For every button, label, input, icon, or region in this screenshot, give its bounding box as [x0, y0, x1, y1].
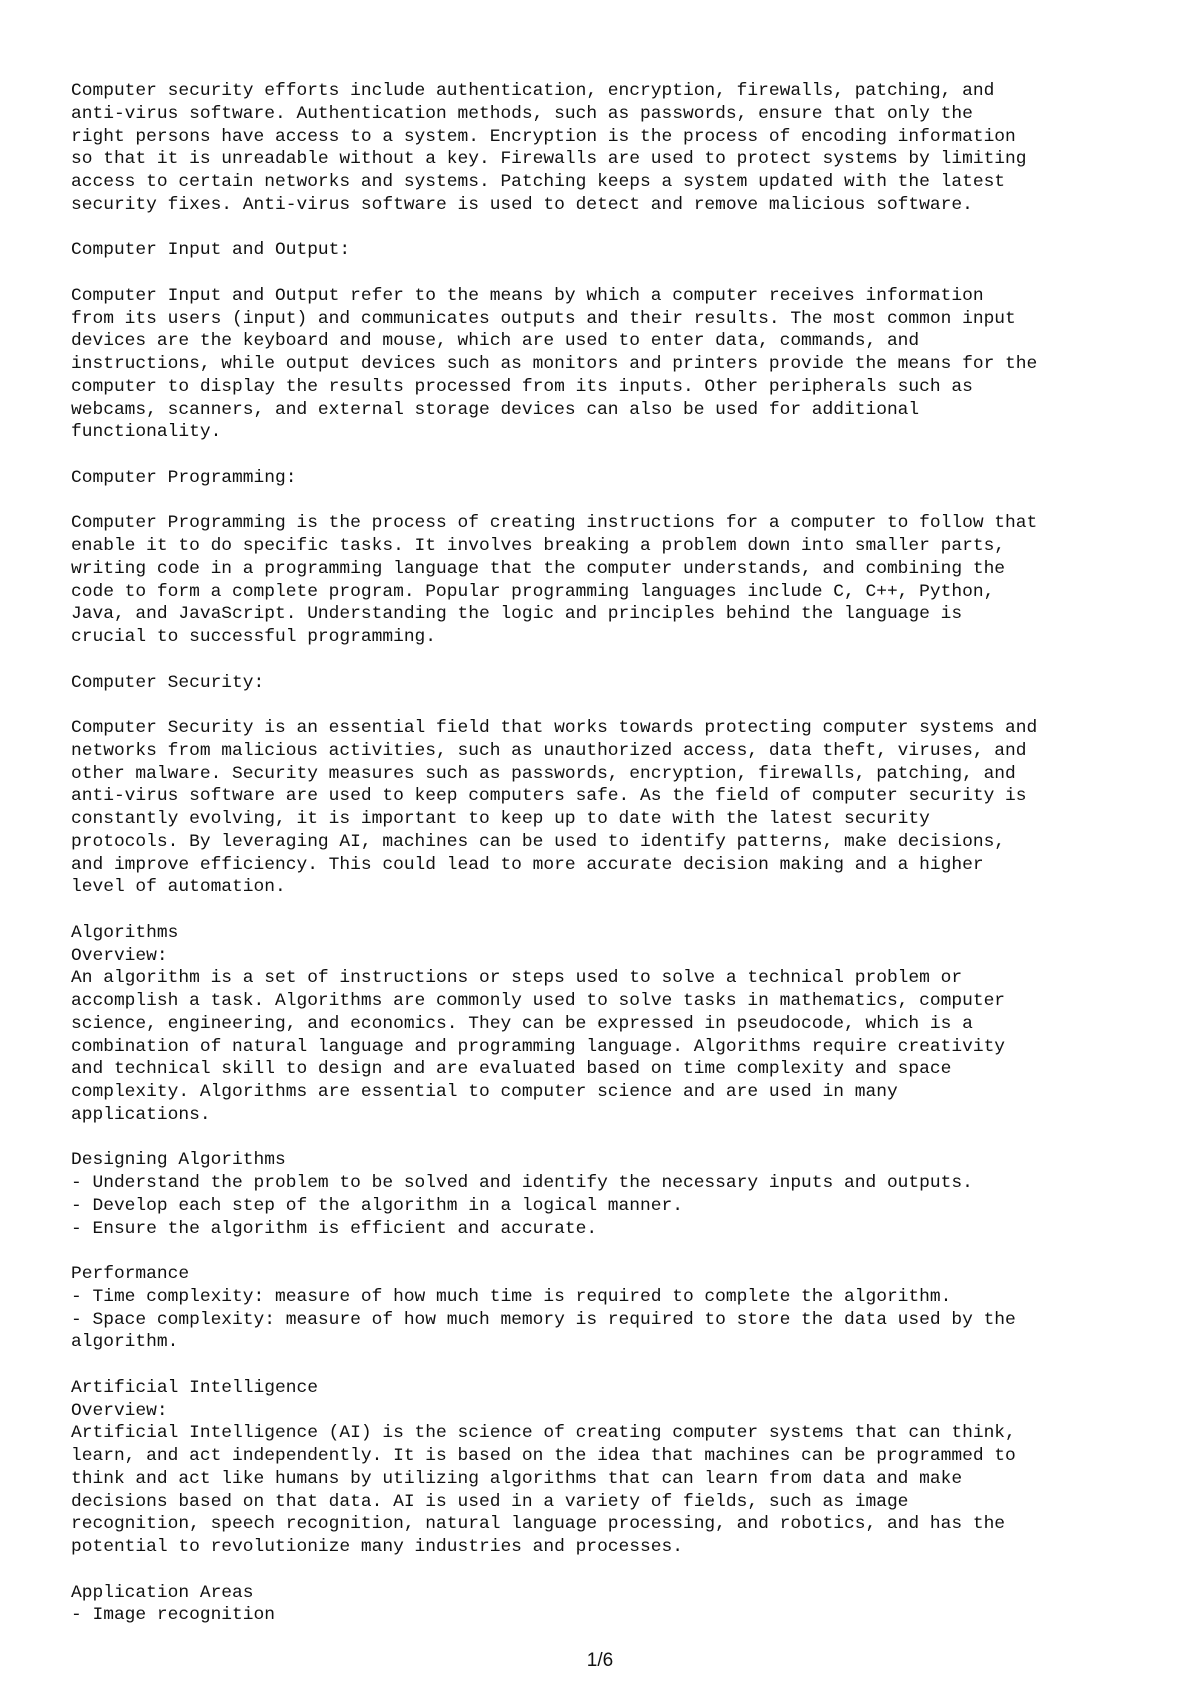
text-line: applications.	[71, 1104, 211, 1125]
text-line: accomplish a task. Algorithms are commonly used to solve tasks in mathematics, computer	[71, 991, 1006, 1011]
text-line: learn, and act independently. It is based on the idea that machines can be programmed to	[71, 1446, 1016, 1466]
text-line: - Ensure the algorithm is efficient and accurate.	[71, 1218, 598, 1239]
text-line: webcams, scanners, and external storage devices can also be used for additional	[71, 399, 920, 420]
blank-line	[71, 1354, 1171, 1377]
text-line: Artificial Intelligence (AI) is the science of creating computer systems that can think,	[71, 1423, 1016, 1444]
text-line: security fixes. Anti-virus software is used to detect and remove malicious software.	[71, 194, 973, 215]
blank-line	[71, 649, 1171, 672]
text-line: protocols. By leveraging AI, machines can be used to identify patterns, make decisions,	[71, 831, 1006, 852]
text-line: - Space complexity: measure of how much memory is required to store the data used by the	[71, 1309, 1016, 1330]
blank-line	[71, 262, 1171, 285]
blank-line	[71, 694, 1171, 717]
text-line: decisions based on that data. AI is used in a variety of fields, such as image	[71, 1491, 909, 1512]
page-number: 1/6	[586, 1650, 614, 1671]
text-line: Computer Security:	[71, 672, 265, 693]
text-line: Computer Input and Output refer to the means by which a computer receives information	[71, 285, 984, 306]
text-line: Application Areas	[71, 1582, 254, 1603]
text-line: Overview:	[71, 1400, 168, 1421]
text-line: Performance	[71, 1264, 190, 1284]
text-line: enable it to do specific tasks. It involves breaking a problem down into smaller parts,	[71, 536, 1006, 556]
text-line: Overview:	[71, 945, 168, 966]
text-line: combination of natural language and programming language. Algorithms require creativity	[71, 1036, 1006, 1057]
text-line: Computer Security is an essential field that works towards protecting computer systems and	[71, 718, 1038, 738]
text-line: Algorithms	[71, 922, 179, 943]
text-line: and improve efficiency. This could lead to more accurate decision making and a higher	[71, 854, 984, 875]
text-line: complexity. Algorithms are essential to computer science and are used in many	[71, 1082, 898, 1102]
text-line: right persons have access to a system. Encryption is the process of encoding information	[71, 126, 1016, 147]
text-line: recognition, speech recognition, natural language processing, and robotics, and has the	[71, 1514, 1006, 1535]
blank-line	[71, 1559, 1171, 1582]
blank-line	[71, 444, 1171, 467]
text-line: anti-virus software. Authentication methods, such as passwords, ensure that only the	[71, 103, 973, 124]
text-line: other malware. Security measures such as passwords, encryption, firewalls, patching, and	[71, 763, 1016, 784]
blank-line	[71, 217, 1171, 240]
text-line: so that it is unreadable without a key. Firewalls are used to protect systems by limiting	[71, 149, 1027, 170]
text-line: constantly evolving, it is important to keep up to date with the latest security	[71, 809, 930, 829]
text-line: code to form a complete program. Popular programming languages include C, C++, Python,	[71, 581, 995, 602]
blank-line	[71, 490, 1171, 513]
text-line: Computer security efforts include authentication, encryption, firewalls, patching, and	[71, 81, 995, 101]
text-line: writing code in a programming language that the computer understands, and combining the	[71, 558, 1006, 579]
text-line: and technical skill to design and are evaluated based on time complexity and space	[71, 1059, 952, 1080]
text-line: algorithm.	[71, 1332, 179, 1353]
text-line: - Develop each step of the algorithm in a logical manner.	[71, 1195, 683, 1216]
text-line: think and act like humans by utilizing algorithms that can learn from data and make	[71, 1468, 963, 1489]
text-line: An algorithm is a set of instructions or steps used to solve a technical problem or	[71, 968, 963, 989]
text-line: Designing Algorithms	[71, 1150, 286, 1171]
text-line: instructions, while output devices such as monitors and printers provide the means for the	[71, 354, 1038, 374]
text-line: - Understand the problem to be solved and identify the necessary inputs and outputs.	[71, 1173, 973, 1193]
text-line: computer to display the results processed from its inputs. Other peripherals such as	[71, 376, 973, 397]
blank-line	[71, 1240, 1171, 1263]
text-line: Computer Programming:	[71, 467, 297, 488]
text-line: networks from malicious activities, such as unauthorized access, data theft, viruses, and	[71, 740, 1027, 761]
text-line: potential to revolutionize many industries and processes.	[71, 1537, 683, 1557]
text-line: Computer Programming is the process of creating instructions for a computer to follow that	[71, 513, 1038, 534]
text-line: - Time complexity: measure of how much time is required to complete the algorithm.	[71, 1286, 952, 1307]
text-line: - Image recognition	[71, 1605, 275, 1626]
text-line: devices are the keyboard and mouse, which are used to enter data, commands, and	[71, 331, 920, 352]
text-line: anti-virus software are used to keep computers safe. As the field of computer security is	[71, 786, 1027, 807]
text-line: level of automation.	[71, 877, 286, 898]
document-body	[71, 80, 1171, 1627]
blank-line	[71, 899, 1171, 922]
text-line: crucial to successful programming.	[71, 627, 437, 647]
text-line: Java, and JavaScript. Understanding the logic and principles behind the language is	[71, 604, 963, 625]
text-line: science, engineering, and economics. They can be expressed in pseudocode, which is a	[71, 1013, 973, 1034]
blank-line	[71, 1127, 1171, 1150]
text-line: from its users (input) and communicates outputs and their results. The most common input	[71, 308, 1016, 329]
text-line: functionality.	[71, 422, 222, 443]
text-line: Artificial Intelligence	[71, 1377, 318, 1398]
text-line: Computer Input and Output:	[71, 240, 351, 261]
text-line: access to certain networks and systems. Patching keeps a system updated with the latest	[71, 172, 1006, 192]
